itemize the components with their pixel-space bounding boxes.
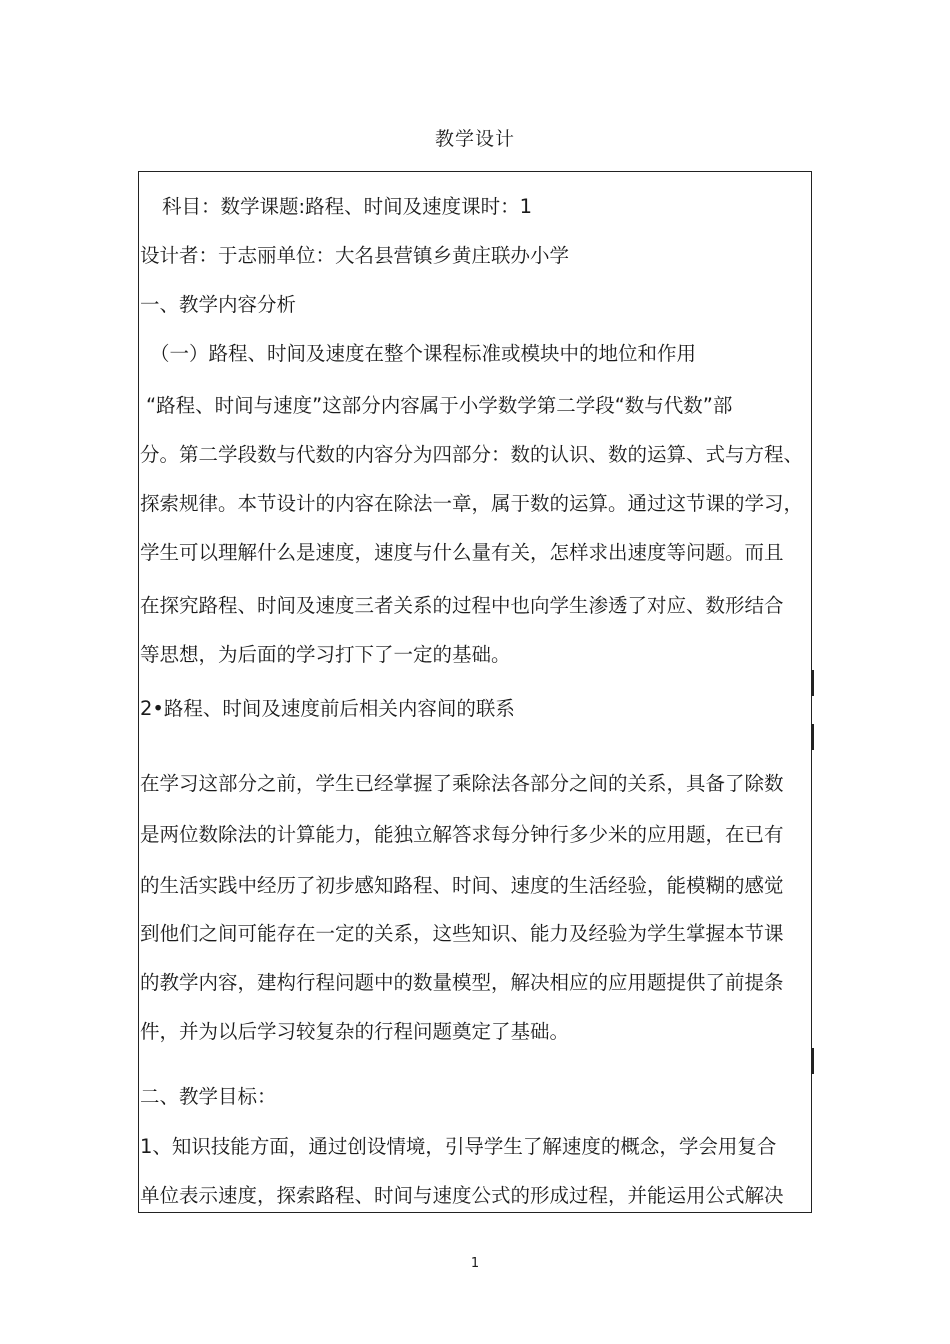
paragraph-line: 学生可以理解什么是速度，速度与什么量有关，怎样求出速度等问题。而且 bbox=[140, 541, 784, 564]
page-number: 1 bbox=[470, 1256, 480, 1271]
paragraph-line: 1、知识技能方面，通过创设情境，引导学生了解速度的概念，学会用复合 bbox=[140, 1135, 777, 1158]
paragraph-line: 在学习这部分之前，学生已经掌握了乘除法各部分之间的关系，具备了除数 bbox=[140, 772, 784, 795]
section2-heading: 二、教学目标： bbox=[140, 1085, 277, 1108]
paragraph-line: 等思想，为后面的学习打下了一定的基础。 bbox=[140, 643, 511, 666]
paragraph-line: 的生活实践中经历了初步感知路程、时间、速度的生活经验，能模糊的感觉 bbox=[140, 874, 784, 897]
section1-heading: 一、教学内容分析 bbox=[140, 293, 297, 316]
content-table-border bbox=[138, 171, 812, 1213]
paragraph-line: 是两位数除法的计算能力，能独立解答求每分钟行多少米的应用题，在已有 bbox=[140, 823, 784, 846]
paragraph-line: 到他们之间可能存在一定的关系，这些知识、能力及经验为学生掌握本节课 bbox=[140, 922, 784, 945]
paragraph-line: “路程、时间与速度”这部分内容属于小学数学第二学段“数与代数”部 bbox=[146, 394, 733, 417]
document-title: 教学设计 bbox=[434, 128, 515, 150]
paragraph-line: 在探究路程、时间及速度三者关系的过程中也向学生渗透了对应、数形结合 bbox=[140, 594, 784, 617]
border-tick-mark bbox=[812, 670, 814, 696]
paragraph-line: 分。第二学段数与代数的内容分为四部分：数的认识、数的运算、式与方程、 bbox=[140, 443, 804, 466]
paragraph-line: 的教学内容，建构行程问题中的数量模型，解决相应的应用题提供了前提条 bbox=[140, 971, 784, 994]
paragraph-line: 探索规律。本节设计的内容在除法一章，属于数的运算。通过这节课的学习， bbox=[140, 492, 804, 515]
border-tick-mark bbox=[812, 1048, 814, 1074]
border-tick-mark bbox=[812, 724, 814, 750]
section1-sub1-heading: （一）路程、时间及速度在整个课程标准或模块中的地位和作用 bbox=[150, 342, 697, 365]
paragraph-line: 件，并为以后学习较复杂的行程问题奠定了基础。 bbox=[140, 1020, 570, 1043]
section1-sub2-heading: 2•路程、时间及速度前后相关内容间的联系 bbox=[140, 697, 515, 720]
paragraph-line: 单位表示速度，探索路程、时间与速度公式的形成过程，并能运用公式解决 bbox=[140, 1184, 784, 1207]
designer-line: 设计者：于志丽单位：大名县营镇乡黄庄联办小学 bbox=[140, 244, 570, 267]
subject-line: 科目：数学课题:路程、时间及速度课时：1 bbox=[162, 195, 532, 218]
